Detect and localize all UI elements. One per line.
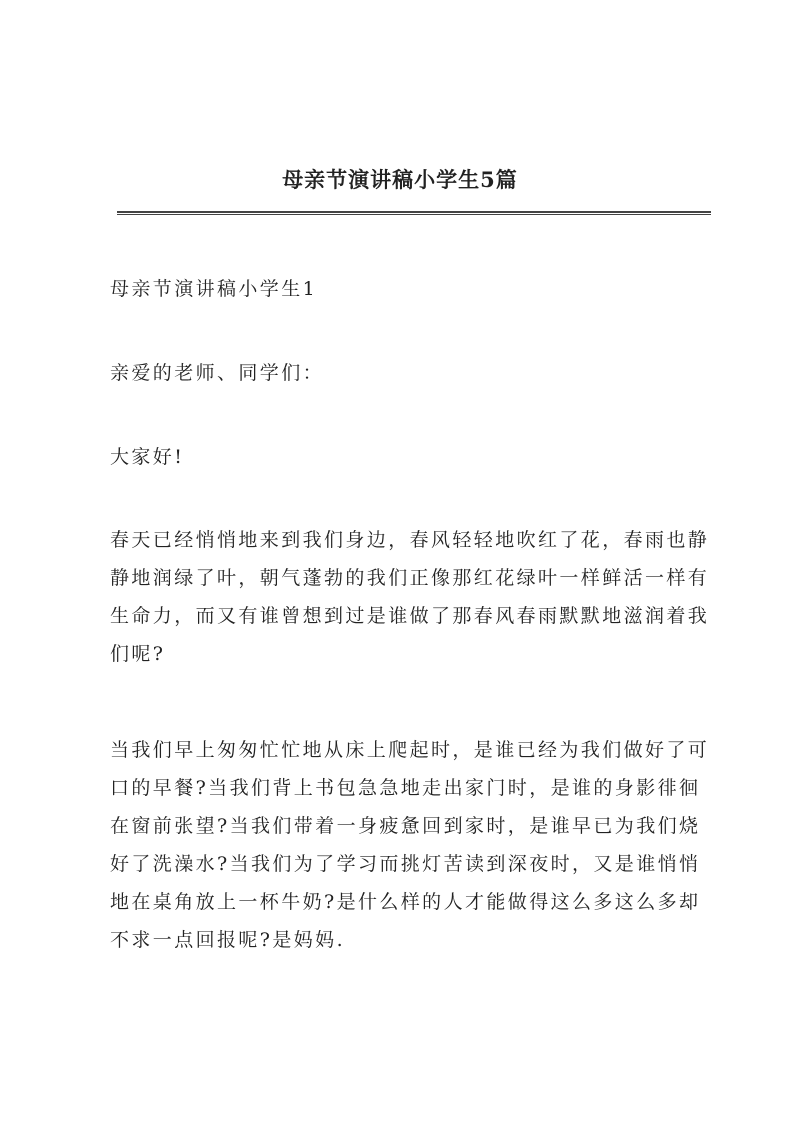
- greeting: 大家好!: [110, 446, 185, 468]
- document-title: 母亲节演讲稿小学生5篇: [282, 167, 518, 192]
- body-paragraph: 春天已经悄悄地来到我们身边，春风轻轻地吹红了花，春雨也静静地润绿了叶，朝气蓬勃的我们正像那红花绿叶一样鲜活一样有生命力，而又有谁曾想到过是谁做了那春风春雨默默地滋润着我们呢?: [110, 529, 710, 665]
- body-paragraph: 当我们早上匆匆忙忙地从床上爬起时，是谁已经为我们做好了可口的早餐?当我们背上书包急急地走出家门时，是谁的身影徘徊在窗前张望?当我们带着一身疲惫回到家时，是谁早已为我们烧好了洗澡水?当我们为了学习而挑灯苦读到深夜时，又是谁悄悄地在桌角放上一杯牛奶?是什么样的人才能做得这么多这么多却不求一点回报呢?是妈妈.: [110, 739, 710, 951]
- salutation: 亲爱的老师、同学们：: [110, 362, 325, 384]
- title-divider: [117, 211, 711, 215]
- section-heading: 母亲节演讲稿小学生1: [110, 278, 318, 300]
